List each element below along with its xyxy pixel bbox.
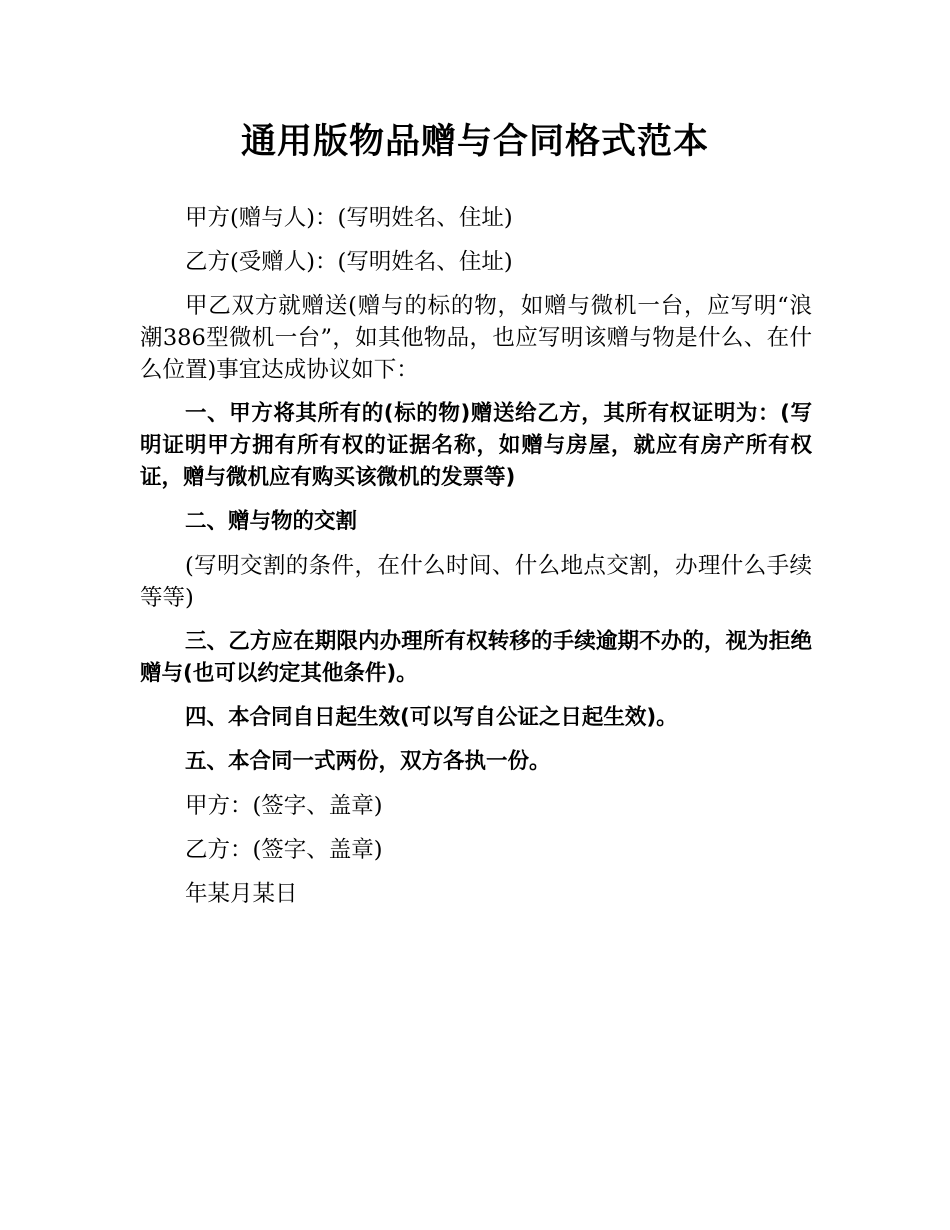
clause-1: 一、甲方将其所有的(标的物)赠送给乙方，其所有权证明为：(写明证明甲方拥有所有权的证据名称，如赠与房屋，就应有房产所有权证，赠与微机应有购买该微机的发票等) [140,401,812,490]
signature-party-b: 乙方：(签字、盖章) [185,837,383,863]
clause-3: 三、乙方应在期限内办理所有权转移的手续逾期不办的，视为拒绝赠与(也可以约定其他条件)。 [140,629,812,686]
document-body [140,202,812,922]
document-title: 通用版物品赠与合同格式范本 [240,122,709,162]
signature-party-a: 甲方：(签字、盖章) [185,793,383,819]
paragraph-intro: 甲乙双方就赠送(赠与的标的物，如赠与微机一台，应写明“浪潮386型微机一台”，如其他物品，也应写明该赠与物是什么、在什么位置)事宜达成协议如下： [140,293,812,383]
signature-date: 年某月某日 [185,881,298,907]
paragraph-party-a: 甲方(赠与人)：(写明姓名、住址) [185,205,513,231]
clause-5: 五、本合同一式两份，双方各执一份。 [185,749,551,774]
clause-2-heading: 二、赠与物的交割 [185,509,358,534]
clause-4: 四、本合同自日起生效(可以写自公证之日起生效)。 [185,705,678,730]
paragraph-party-b: 乙方(受赠人)：(写明姓名、住址) [185,249,513,275]
clause-2-detail: (写明交割的条件，在什么时间、什么地点交割，办理什么手续等等) [140,553,812,611]
